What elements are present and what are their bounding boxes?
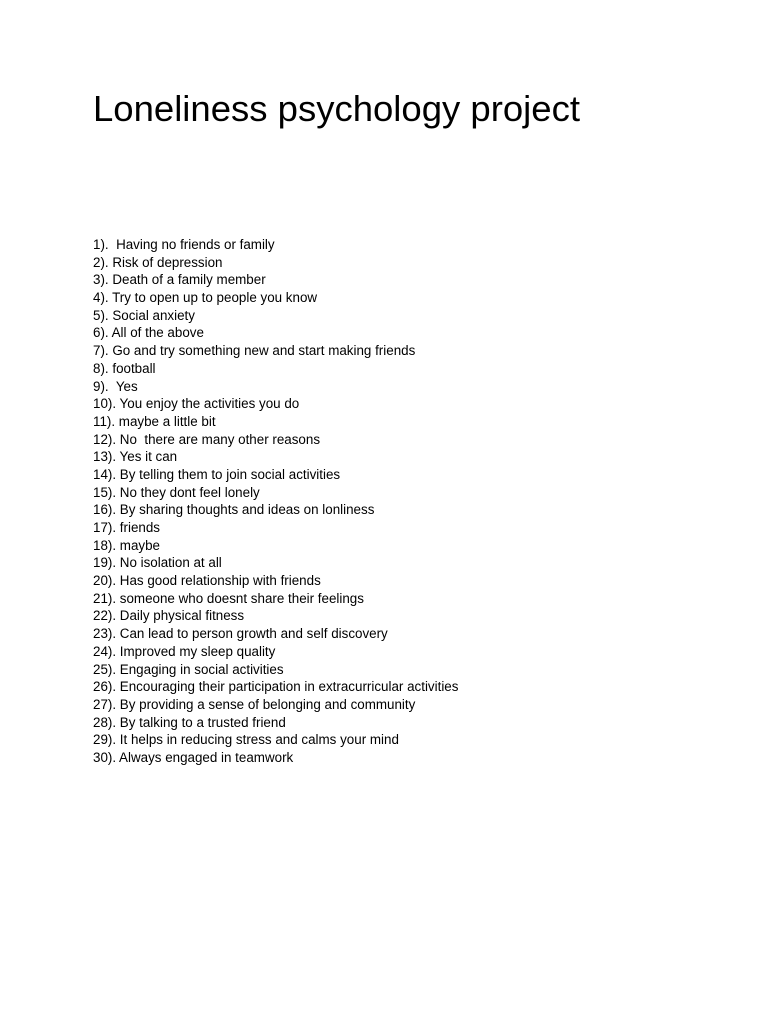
answer-item: 5). Social anxiety xyxy=(93,307,195,323)
answer-item: 30). Always engaged in teamwork xyxy=(93,749,294,765)
answer-item: 27). By providing a sense of belonging and community xyxy=(93,696,416,712)
answer-item: 4). Try to open up to people you know xyxy=(93,290,318,306)
answer-item: 2). Risk of depression xyxy=(93,254,223,270)
answer-item: 16). By sharing thoughts and ideas on lonliness xyxy=(93,502,375,518)
answer-item: 1). Having no friends or family xyxy=(93,237,275,252)
answer-item: 10). You enjoy the activities you do xyxy=(93,396,300,412)
answer-item: 7). Go and try something new and start making friends xyxy=(93,343,416,359)
answer-item: 29). It helps in reducing stress and calms your mind xyxy=(93,732,399,748)
answer-item: 13). Yes it can xyxy=(93,449,178,465)
answer-item: 23). Can lead to person growth and self discovery xyxy=(93,626,388,642)
document-title: Loneliness psychology project xyxy=(93,88,580,129)
answer-item: 22). Daily physical fitness xyxy=(93,608,245,624)
answer-item: 24). Improved my sleep quality xyxy=(93,643,276,659)
answer-item: 21). someone who doesnt share their feelings xyxy=(93,590,364,606)
answer-item: 12). No there are many other reasons xyxy=(93,431,321,447)
answer-item: 20). Has good relationship with friends xyxy=(93,573,321,589)
answer-item: 28). By talking to a trusted friend xyxy=(93,714,286,730)
answer-item: 11). maybe a little bit xyxy=(93,413,216,429)
answer-item: 3). Death of a family member xyxy=(93,272,266,288)
answer-item: 14). By telling them to join social activities xyxy=(93,466,341,482)
answer-item: 18). maybe xyxy=(93,537,160,553)
answer-item: 25). Engaging in social activities xyxy=(93,661,284,677)
answer-item: 6). All of the above xyxy=(93,325,204,341)
answer-item: 19). No isolation at all xyxy=(93,555,222,571)
answer-item: 26). Encouraging their participation in extracurricular activities xyxy=(93,679,459,695)
answer-item: 17). friends xyxy=(93,520,160,535)
answer-item: 9). Yes xyxy=(93,378,138,394)
answer-item: 8). football xyxy=(93,360,156,376)
answer-list xyxy=(93,236,458,767)
answer-item: 15). No they dont feel lonely xyxy=(93,484,260,500)
